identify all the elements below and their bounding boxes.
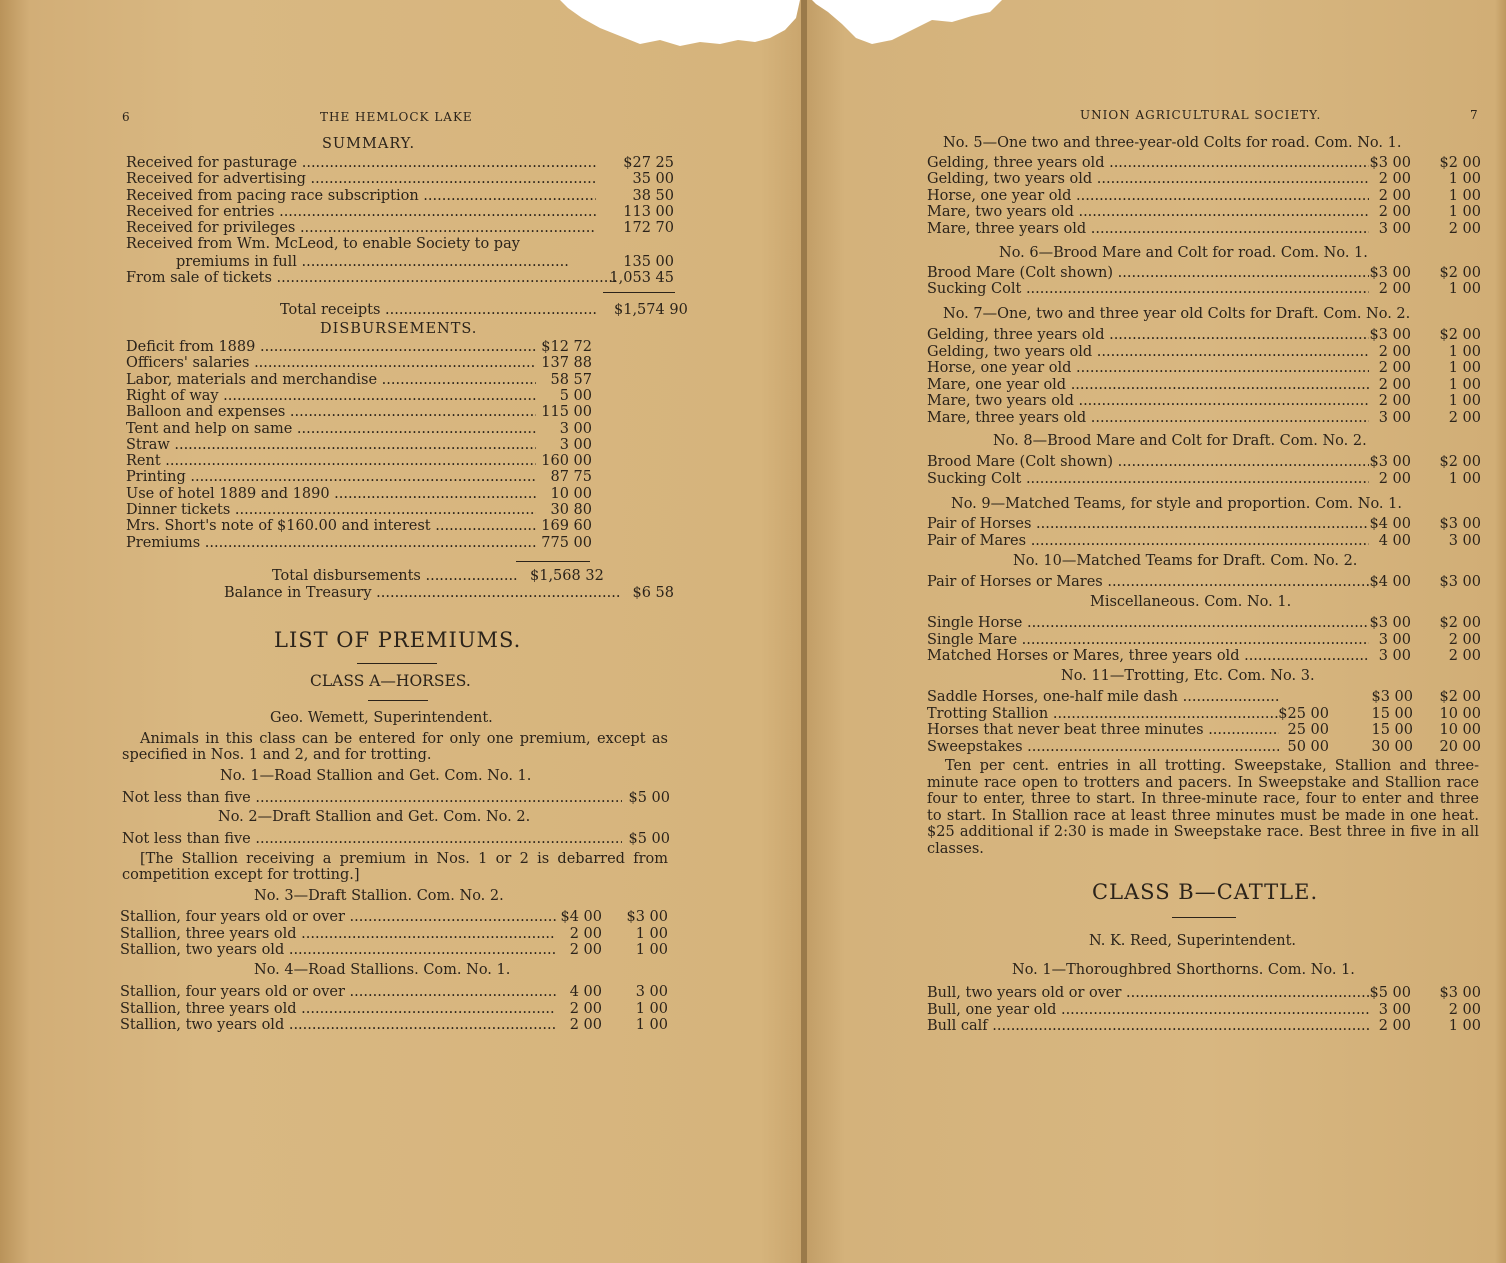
item-second-amount: 1 00	[1448, 171, 1481, 188]
item-second-amount: $2 00	[1439, 327, 1481, 343]
item-label: Mare, one year old .....	[927, 377, 1369, 393]
item-first-amount: 3 00	[1378, 631, 1411, 648]
item-first-amount: 2 00	[1378, 470, 1411, 487]
item-first-amount: 3 00	[1378, 220, 1411, 237]
item-first-amount: $3 00	[1369, 454, 1411, 470]
list-item	[927, 648, 1483, 664]
receipts-rule	[603, 292, 675, 293]
item-amount-amount: $6 58	[632, 585, 674, 601]
item-label: Premiums .....	[126, 535, 536, 551]
no11-title: No. 11—Trotting, Etc. Com. No. 3.	[1061, 668, 1315, 684]
item-first-amount: 2 00	[1378, 1018, 1411, 1034]
class-a-title: CLASS A—HORSES.	[310, 672, 471, 690]
item-first-amount: 2 00	[1378, 171, 1411, 188]
list-item	[927, 221, 1483, 237]
item-second-amount: 1 00	[1448, 376, 1481, 393]
item-first-amount: $4 00	[1369, 574, 1411, 590]
summary-title: SUMMARY.	[322, 136, 416, 152]
item-first-amount: 2 00	[1378, 204, 1411, 221]
item-first-amount: 3 00	[1378, 648, 1411, 665]
item-amount-amount: 58 57	[550, 371, 592, 388]
item-label: Stallion, four years old or over .....	[120, 984, 556, 1000]
list-item	[122, 831, 672, 847]
item-first-amount: 2 00	[569, 1017, 602, 1033]
item-first-amount: $3 00	[1369, 615, 1411, 631]
item-label: Tent and help on same .....	[126, 421, 536, 437]
item-first-amount: 50 00	[1287, 738, 1329, 755]
no3-title: No. 3—Draft Stallion. Com. No. 2.	[254, 888, 504, 904]
right-page	[805, 0, 1506, 1263]
no4-title: No. 4—Road Stallions. Com. No. 1.	[254, 962, 511, 978]
list-item	[927, 155, 1483, 171]
list-item	[927, 1002, 1483, 1018]
item-label: Sucking Colt .....	[927, 471, 1369, 487]
item-label: Pair of Horses or Mares .....	[927, 574, 1369, 590]
item-third-amount: 10 00	[1439, 705, 1481, 722]
no7-title: No. 7—One, two and three year old Colts for Draft. Com. No. 2.	[943, 306, 1411, 322]
item-first-amount: 3 00	[1378, 1001, 1411, 1018]
item-label: Balloon and expenses .....	[126, 404, 536, 420]
item-second-amount: 3 00	[635, 984, 668, 1000]
item-second-amount: $2 00	[1439, 265, 1481, 281]
class-a-note: Animals in this class can be entered for only one premium, except as specified in Nos. 1 and 2, and for trotting.	[122, 731, 668, 763]
item-label: Saddle Horses, one-half mile dash .....	[927, 689, 1279, 705]
no2-title: No. 2—Draft Stallion and Get. Com. No. 2.	[218, 809, 531, 825]
class-a-superintendent: Geo. Wemett, Superintendent.	[270, 710, 493, 726]
item-amount-amount: 3 00	[559, 436, 592, 453]
item-second-amount: $3 00	[1371, 689, 1413, 705]
list-item	[126, 404, 594, 420]
item-first-amount: $4 00	[560, 909, 602, 925]
item-label: Right of way .....	[126, 388, 536, 404]
list-item	[120, 1017, 670, 1033]
item-first-amount: $5 00	[1369, 985, 1411, 1001]
list-item	[927, 344, 1483, 360]
trotting-note: Ten per cent. entries in all trotting. Sweepstake, Stallion and three-minute race open to trotters and pacers. In Sweepstake and Stallion race four to enter, three to start. In three-minute race, four to enter and three to start. In Stallion race at least three minutes must be made in one heat. $25 additional if 2:30 is made in Sweepstake race. Best three in five in all classes.	[927, 758, 1479, 857]
list-item	[126, 453, 594, 469]
item-label: Not less than five .....	[122, 831, 622, 847]
item-label: Single Horse .....	[927, 615, 1369, 631]
item-label: Pair of Horses .....	[927, 516, 1369, 532]
item-second-amount: 1 00	[635, 925, 668, 942]
item-first-amount: 2 00	[1378, 376, 1411, 393]
item-second-amount: $3 00	[1439, 985, 1481, 1001]
item-label: Mare, three years old .....	[927, 221, 1369, 237]
item-label: Bull calf .....	[927, 1018, 1369, 1034]
item-label: Horse, one year old .....	[927, 188, 1369, 204]
item-label: Use of hotel 1889 and 1890 .....	[126, 486, 536, 502]
item-second-amount: 3 00	[1448, 532, 1481, 549]
list-item	[927, 516, 1483, 532]
item-first-amount: $3 00	[1369, 265, 1411, 281]
list-item	[126, 502, 594, 518]
list-item	[927, 1018, 1483, 1034]
item-label: Total disbursements .....	[272, 568, 518, 584]
item-amount-amount: 1,053 45	[609, 270, 674, 286]
item-amount-amount: 775 00	[541, 534, 592, 551]
item-label: Stallion, two years old .....	[120, 942, 556, 958]
item-label: Mrs. Short's note of $160.00 and interest .....	[126, 518, 536, 534]
item-second-amount: 1 00	[1448, 343, 1481, 360]
item-label: Received for privileges .....	[126, 220, 596, 236]
item-amount-amount: 38 50	[632, 187, 674, 204]
item-amount-amount: $5 00	[628, 831, 670, 847]
list-item	[126, 535, 594, 551]
item-label: Balance in Treasury .....	[224, 585, 620, 601]
item-second-amount: 1 00	[1448, 204, 1481, 221]
item-label: Labor, materials and merchandise .....	[126, 372, 536, 388]
item-amount-amount: 10 00	[550, 485, 592, 502]
item-second-amount: 2 00	[1448, 648, 1481, 665]
item-second-amount: 2 00	[1448, 220, 1481, 237]
item-label: Stallion, four years old or over .....	[120, 909, 556, 925]
item-first-amount: 2 00	[1378, 281, 1411, 298]
item-amount-amount: 160 00	[541, 453, 592, 470]
item-second-amount: 15 00	[1371, 722, 1413, 738]
item-label: Received for pasturage .....	[126, 155, 596, 171]
list-item	[927, 360, 1483, 376]
item-label: Bull, one year old .....	[927, 1002, 1369, 1018]
item-first-amount: 4 00	[1378, 532, 1411, 549]
stallion-note: [The Stallion receiving a premium in Nos. 1 or 2 is debarred from competition except for trotting.]	[122, 851, 668, 883]
item-second-amount: 1 00	[1448, 360, 1481, 377]
item-label: Pair of Mares .....	[927, 533, 1369, 549]
item-second-amount: 2 00	[1448, 1001, 1481, 1018]
list-item	[927, 533, 1483, 549]
item-label: Sucking Colt .....	[927, 281, 1369, 297]
page-number: 7	[1470, 108, 1479, 122]
list-item	[927, 689, 1483, 705]
item-second-amount: $3 00	[1439, 574, 1481, 590]
list-item	[120, 1001, 670, 1017]
list-item	[120, 984, 670, 1000]
list-item	[176, 254, 674, 270]
list-item	[126, 469, 594, 485]
item-label: Gelding, two years old .....	[927, 344, 1369, 360]
item-label: Mare, three years old .....	[927, 410, 1369, 426]
item-amount-amount: 35 00	[632, 171, 674, 188]
no1-title: No. 1—Road Stallion and Get. Com. No. 1.	[220, 768, 532, 784]
class-b-rule	[1172, 917, 1236, 918]
item-label: Received for entries .....	[126, 204, 596, 220]
item-amount-amount: 135 00	[623, 254, 674, 270]
item-label: Gelding, three years old .....	[927, 155, 1369, 171]
item-label: Straw .....	[126, 437, 536, 453]
item-third-amount: 10 00	[1439, 722, 1481, 738]
list-item	[927, 632, 1483, 648]
item-amount-amount: 30 80	[550, 502, 592, 518]
item-amount-amount: $27 25	[623, 155, 674, 171]
list-item	[927, 410, 1483, 426]
item-first-amount: $4 00	[1369, 516, 1411, 532]
list-item	[126, 220, 676, 236]
item-label: Stallion, three years old .....	[120, 1001, 556, 1017]
item-label: Gelding, three years old .....	[927, 327, 1369, 343]
list-item	[126, 204, 676, 220]
item-second-amount: 15 00	[1371, 705, 1413, 722]
item-second-amount: 1 00	[635, 1000, 668, 1017]
list-item	[927, 265, 1483, 281]
item-second-amount: $2 00	[1439, 454, 1481, 470]
list-item	[126, 437, 594, 453]
item-first-amount: $3 00	[1369, 155, 1411, 171]
list-item	[927, 574, 1483, 590]
no6-title: No. 6—Brood Mare and Colt for road. Com. No. 1.	[999, 245, 1368, 261]
list-item	[927, 393, 1483, 409]
list-item	[126, 188, 676, 204]
list-item	[126, 388, 594, 404]
class-b-superintendent: N. K. Reed, Superintendent.	[1089, 933, 1297, 949]
item-label: Deficit from 1889 .....	[126, 339, 536, 355]
torn-edge-right	[812, 0, 1002, 56]
item-label: Matched Horses or Mares, three years old .....	[927, 648, 1369, 664]
item-second-amount: 1 00	[1448, 187, 1481, 204]
item-label: Mare, two years old .....	[927, 393, 1369, 409]
item-label: Printing .....	[126, 469, 536, 485]
item-amount-amount: 169 60	[541, 518, 592, 535]
item-third-amount: $2 00	[1439, 689, 1481, 705]
list-item	[120, 942, 670, 958]
item-amount-amount: 5 00	[559, 387, 592, 404]
item-first-amount: 2 00	[569, 942, 602, 958]
item-first-amount: 2 00	[1378, 343, 1411, 360]
item-second-amount: 1 00	[1448, 470, 1481, 487]
item-label: Dinner tickets .....	[126, 502, 536, 518]
no8-title: No. 8—Brood Mare and Colt for Draft. Com. No. 2.	[993, 433, 1367, 449]
item-first-amount: 2 00	[1378, 187, 1411, 204]
item-label: From sale of tickets .....	[126, 270, 618, 286]
item-first-amount: 2 00	[569, 1000, 602, 1017]
list-item	[120, 926, 670, 942]
list-item	[120, 909, 670, 925]
list-item	[126, 339, 594, 355]
item-second-amount: 1 00	[1448, 1018, 1481, 1034]
item-label: Horse, one year old .....	[927, 360, 1369, 376]
class-b-title: CLASS B—CATTLE.	[1092, 880, 1319, 904]
list-item	[126, 421, 594, 437]
item-label: premiums in full .....	[176, 254, 568, 270]
list-item	[927, 281, 1483, 297]
no10-title: No. 10—Matched Teams for Draft. Com. No. 2.	[1013, 553, 1358, 569]
item-second-amount: $2 00	[1439, 615, 1481, 631]
list-item	[927, 722, 1483, 738]
disbursements-title: DISBURSEMENTS.	[320, 321, 478, 337]
item-label: Sweepstakes .....	[927, 739, 1279, 755]
list-item	[272, 568, 604, 584]
item-label: Brood Mare (Colt shown) .....	[927, 454, 1369, 470]
item-first-amount: 2 00	[1378, 360, 1411, 377]
item-amount-amount: $1,574 90	[614, 302, 688, 318]
item-label: Stallion, three years old .....	[120, 926, 556, 942]
item-label: Total receipts .....	[280, 302, 598, 318]
book-gutter	[801, 0, 807, 1263]
list-item	[126, 486, 594, 502]
mcleod-line: Received from Wm. McLeod, to enable Society to pay	[126, 236, 520, 252]
item-second-amount: 1 00	[635, 942, 668, 958]
b-no1-title: No. 1—Thoroughbred Shorthorns. Com. No. 1.	[1012, 962, 1355, 978]
item-label: Bull, two years old or over .....	[927, 985, 1369, 1001]
item-label: Received from pacing race subscription .....	[126, 188, 596, 204]
item-label: Mare, two years old .....	[927, 204, 1369, 220]
title-rule	[357, 663, 437, 664]
item-label: Trotting Stallion .....	[927, 706, 1279, 722]
list-of-premiums-title: LIST OF PREMIUMS.	[274, 628, 522, 652]
page-number: 6	[122, 110, 131, 124]
list-item	[126, 355, 594, 371]
item-label: Horses that never beat three minutes .....	[927, 722, 1279, 738]
item-first-amount: 3 00	[1378, 410, 1411, 426]
class-a-rule	[368, 700, 428, 701]
item-second-amount: 30 00	[1371, 738, 1413, 755]
list-item	[927, 454, 1483, 470]
list-item	[927, 706, 1483, 722]
item-first-amount: 4 00	[569, 984, 602, 1000]
list-item	[927, 327, 1483, 343]
item-label: Gelding, two years old .....	[927, 171, 1369, 187]
item-amount-amount: 87 75	[550, 469, 592, 486]
running-head: UNION AGRICULTURAL SOCIETY.	[1080, 108, 1322, 122]
list-item	[927, 985, 1483, 1001]
list-item	[126, 372, 594, 388]
torn-edge-left	[560, 0, 800, 60]
item-first-amount: 2 00	[1378, 393, 1411, 410]
list-item	[126, 518, 594, 534]
item-label: Received for advertising .....	[126, 171, 596, 187]
item-amount-amount: 137 88	[541, 355, 592, 372]
list-item	[927, 739, 1483, 755]
list-item	[927, 188, 1483, 204]
list-item	[126, 171, 676, 187]
list-item	[927, 471, 1483, 487]
item-second-amount: 2 00	[1448, 631, 1481, 648]
misc-title: Miscellaneous. Com. No. 1.	[1090, 594, 1292, 610]
item-second-amount: 2 00	[1448, 410, 1481, 426]
item-amount-amount: $5 00	[628, 790, 670, 806]
item-label: Stallion, two years old .....	[120, 1017, 556, 1033]
list-item	[122, 790, 672, 806]
item-label: Officers' salaries .....	[126, 355, 536, 371]
item-label: Not less than five .....	[122, 790, 622, 806]
list-item	[927, 377, 1483, 393]
item-second-amount: 1 00	[1448, 281, 1481, 298]
item-amount-amount: 113 00	[623, 203, 674, 220]
item-label: Brood Mare (Colt shown) .....	[927, 265, 1369, 281]
item-second-amount: $2 00	[1439, 155, 1481, 171]
list-item	[927, 615, 1483, 631]
list-item	[280, 302, 688, 318]
item-second-amount: 1 00	[1448, 393, 1481, 410]
item-amount-amount: 3 00	[559, 420, 592, 437]
list-item	[927, 204, 1483, 220]
item-amount-amount: 172 70	[623, 220, 674, 237]
item-amount-amount: 115 00	[541, 404, 592, 421]
item-amount-amount: $12 72	[541, 339, 592, 355]
running-head: THE HEMLOCK LAKE	[320, 110, 473, 124]
disbursements-rule	[516, 561, 590, 562]
item-second-amount: $3 00	[626, 909, 668, 925]
item-first-amount: 2 00	[569, 925, 602, 942]
item-label: Single Mare .....	[927, 632, 1369, 648]
list-item	[224, 585, 676, 601]
item-first-amount: 25 00	[1287, 722, 1329, 738]
item-second-amount: $3 00	[1439, 516, 1481, 532]
item-second-amount: 1 00	[635, 1017, 668, 1033]
list-item	[126, 270, 674, 286]
list-item	[927, 171, 1483, 187]
item-first-amount: $25 00	[1278, 705, 1329, 722]
no5-title: No. 5—One two and three-year-old Colts for road. Com. No. 1.	[943, 135, 1402, 151]
item-amount-amount: $1,568 32	[530, 568, 604, 584]
item-third-amount: 20 00	[1439, 738, 1481, 755]
item-first-amount: $3 00	[1369, 327, 1411, 343]
item-label: Rent .....	[126, 453, 536, 469]
no9-title: No. 9—Matched Teams, for style and proportion. Com. No. 1.	[951, 496, 1402, 512]
list-item	[126, 155, 676, 171]
